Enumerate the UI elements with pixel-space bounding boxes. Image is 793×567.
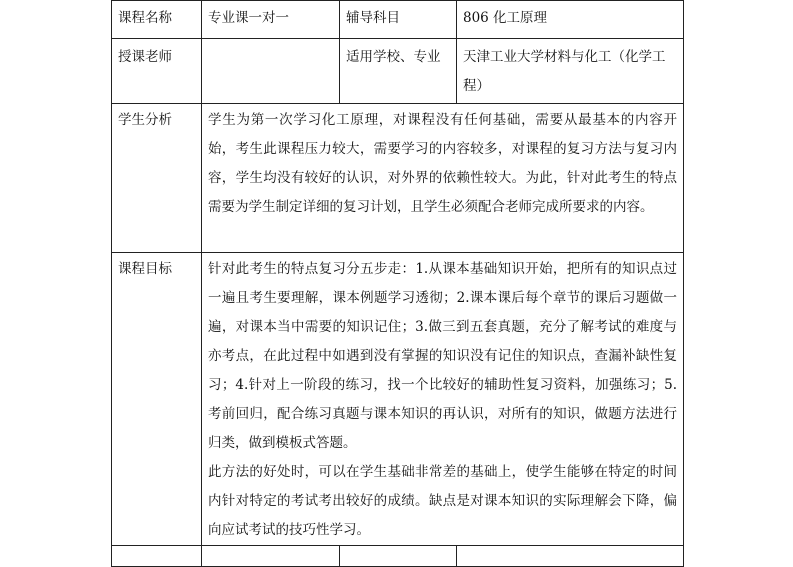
empty-cell: [202, 546, 340, 567]
value-teacher: [202, 39, 340, 104]
row-course-info: [112, 1, 684, 39]
label-student-analysis: 学生分析: [112, 104, 202, 253]
value-school-major: 天津工业大学材料与化工（化学工程）: [457, 39, 684, 104]
course-goal-paragraph-2: 此方法的好处时，可以在学生基础非常差的基础上，使学生能够在特定的时间内针对特定的考试考出较好的成绩。缺点是对课本知识的实际理解会下降，偏向应试考试的技巧性学习。: [208, 464, 677, 538]
empty-cell: [340, 546, 457, 567]
label-teacher: 授课老师: [112, 39, 202, 104]
empty-cell: [112, 546, 202, 567]
row-next-partial: [112, 546, 684, 567]
label-subject: 辅导科目: [340, 1, 457, 39]
label-school-major: 适用学校、专业: [340, 39, 457, 104]
row-course-goal: [112, 253, 684, 546]
value-subject: 806 化工原理: [457, 1, 684, 39]
course-goal-cell: [202, 253, 684, 546]
course-plan-table: [111, 0, 684, 567]
student-analysis-cell: [202, 104, 684, 253]
course-goal-paragraph-1: 针对此考生的特点复习分五步走：1.从课本基础知识开始，把所有的知识点过一遍且考生要理解，课本例题学习透彻；2.课本课后每个章节的课后习题做一遍，对课本当中需要的知识记住；3.做三到五套真题，充分了解考试的难度与亦考点，在此过程中如遇到没有掌握的知识没有记住的知识点，查漏补缺性复习；4.针对上一阶段的练习，找一个比较好的辅助性复习资料，加强练习；5.考前回归，配合练习真题与课本知识的再认识，对所有的知识，做题方法进行归类，做到模板式答题。: [208, 261, 677, 451]
row-student-analysis: [112, 104, 684, 253]
student-analysis-text: 学生为第一次学习化工原理，对课程没有任何基础，需要从最基本的内容开始，考生此课程压力较大，需要学习的内容较多，对课程的复习方法与复习内容，学生均没有较好的认识，对外界的依赖性较大。为此，针对此考生的特点需要为学生制定详细的复习计划，且学生必须配合老师完成所要求的内容。: [208, 112, 677, 215]
row-teacher-info: [112, 39, 684, 104]
value-course-name: 专业课一对一: [202, 1, 340, 39]
label-course-name: 课程名称: [112, 1, 202, 39]
empty-cell: [457, 546, 684, 567]
label-course-goal: 课程目标: [112, 253, 202, 546]
